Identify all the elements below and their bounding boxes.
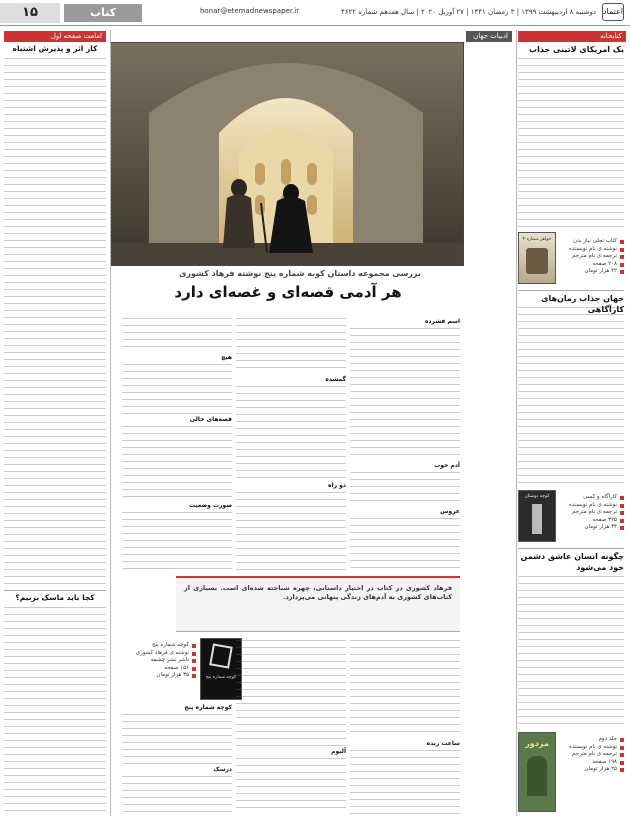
book-info-item: ترجمه ی نام مترجم [560,751,624,759]
page-header [0,0,630,26]
right-story2-body [518,307,624,485]
book-info-item: ۳۲۵ صفحه [560,517,624,525]
feature-photo [110,42,464,266]
right-column-tag: کتابخانه [518,31,626,42]
book-info-item: ترجمه ی نام مترجم [560,253,624,261]
right-book3-cover-title: مزدور [525,739,549,748]
page-number: ۱۵ [0,3,60,23]
column-divider [516,30,517,816]
subhead: صورت وضعیت [189,502,232,509]
middle-lower-text [350,640,460,736]
middle-section-tag: ادبیات جهان [466,31,512,42]
article-kicker: بررسی مجموعه داستان کوبه شماره پنج نوشته فرهاد کشوری [179,269,421,278]
middle-col3-text [122,364,232,414]
subhead: کوچه شماره پنج [184,704,232,711]
middle-book-cover-title: کوچه شماره پنج [205,675,237,680]
divider [518,548,624,549]
book-info-item: ترجمه ی نام مترجم [560,509,624,517]
right-book3-cover [518,732,556,812]
right-story1-title: یک امریکای لاتینی جذاب [529,45,624,54]
middle-lower-text [236,640,346,746]
middle-col1-text [350,328,460,460]
book-info-item: نوشته ی نام نویسنده [560,744,624,752]
subhead: قصه‌های خالی [189,416,232,423]
subhead: عروس [440,508,460,515]
left-story1-title: کار اثر و پذیرش اشتباه [12,44,98,53]
subhead: هیچ [221,354,232,361]
book-info-item: ۱۵۶ صفحه [124,665,196,673]
middle-col3-text [122,318,232,352]
photo-illustration [110,43,463,266]
pull-quote-text: فرهاد کشوری در کتاب در اختیار داستانی، چهره شناخته شده‌ای است. بسیاری از کتاب‌های کشوری به آدم‌های زندگی پنهانی می‌پردازد. [184,584,452,601]
book-info-item: ۲۰۸ صفحه [560,261,624,269]
middle-col3-text [122,426,232,500]
divider [518,290,624,291]
book-info-item: نوشته ی نام نویسنده [560,502,624,510]
issue-date-line: دوشنبه ۸ اردیبهشت ۱۳۹۹ | ۳ رمضان ۱۴۴۱ | ۲۷ آوریل ۲۰۲۰ | سال هفدهم شماره ۴۶۲۲ [340,8,596,16]
subhead: درسک [213,766,232,773]
book-info-item: نوشته ی نام نویسنده [560,246,624,254]
right-story2-title: جهان جذاب رمان‌های کارآگاهی [541,294,624,314]
book-info-item: ناشر نشر چشمه [124,657,196,665]
book-info-item: جلد دوم [560,736,624,744]
book-info-item: ۱۹۸ صفحه [560,759,624,767]
cover-illustration [526,248,548,274]
middle-col1-text [350,518,460,570]
book-info-item: ۳۴ هزار تومان [560,524,624,532]
right-book3-info [560,736,624,774]
right-book2-cover-title: کوچه دوستان [524,494,550,499]
book-info-item: ۳۵ هزار تومان [124,672,196,680]
subhead: گمشده [325,376,346,383]
book-info-item: ۴۲ هزار تومان [560,268,624,276]
subhead: ساعت زنده [426,740,460,747]
subhead: اسم فشرده [424,318,460,325]
cover-illustration [209,643,233,668]
left-story1-body [4,58,106,586]
divider [4,590,106,591]
book-info-item: ۲۵ هزار تومان [560,766,624,774]
subhead: آدم خوب [434,462,460,469]
left-column-tag: امامت صفحه اول [4,31,106,42]
left-story2-body [4,607,106,815]
middle-col2-text [236,492,346,570]
middle-lower-text [122,776,232,814]
right-book1-info [560,238,624,276]
column-divider [110,30,111,816]
right-book2-info [560,494,624,532]
middle-col2-text [236,318,346,374]
right-book1-cover [518,232,556,284]
middle-book-info [124,642,196,680]
middle-col2-text [236,386,346,480]
middle-lower-text [236,758,346,814]
left-story2-title: کجا باید ماسک بزنیم؟ [15,593,95,602]
middle-col3-text [122,512,232,570]
cover-illustration [527,756,547,796]
right-story3-title: چگونه انسان عاشق دشمن خود می‌شود [520,552,624,572]
right-book2-cover [518,490,556,542]
section-email[interactable]: honar@etemadnewspaper.ir [200,7,300,15]
right-book1-cover-title: خواهر شماره ۴ [522,237,552,242]
middle-lower-text [122,714,232,764]
book-info-item: کارآگاه و کسی [560,494,624,502]
middle-lower-text [350,750,460,814]
right-story3-body [518,576,624,726]
book-info-item: کتاب تجلی نیاز بدن [560,238,624,246]
newspaper-logo: اعتماد [602,3,624,21]
right-story1-body [518,58,624,228]
subhead: آلبوم [331,748,346,755]
middle-col1-text [350,472,460,504]
section-title: کتاب [64,4,142,22]
book-info-item: کوچه شماره پنج [124,642,196,650]
subhead: دو راه [328,482,346,489]
pull-quote [176,576,460,632]
book-info-item: نوشته ی فرهاد کشوری [124,650,196,658]
cover-illustration [532,504,542,534]
article-headline: هر آدمی قصه‌ای و غصه‌ای دارد [174,283,402,301]
